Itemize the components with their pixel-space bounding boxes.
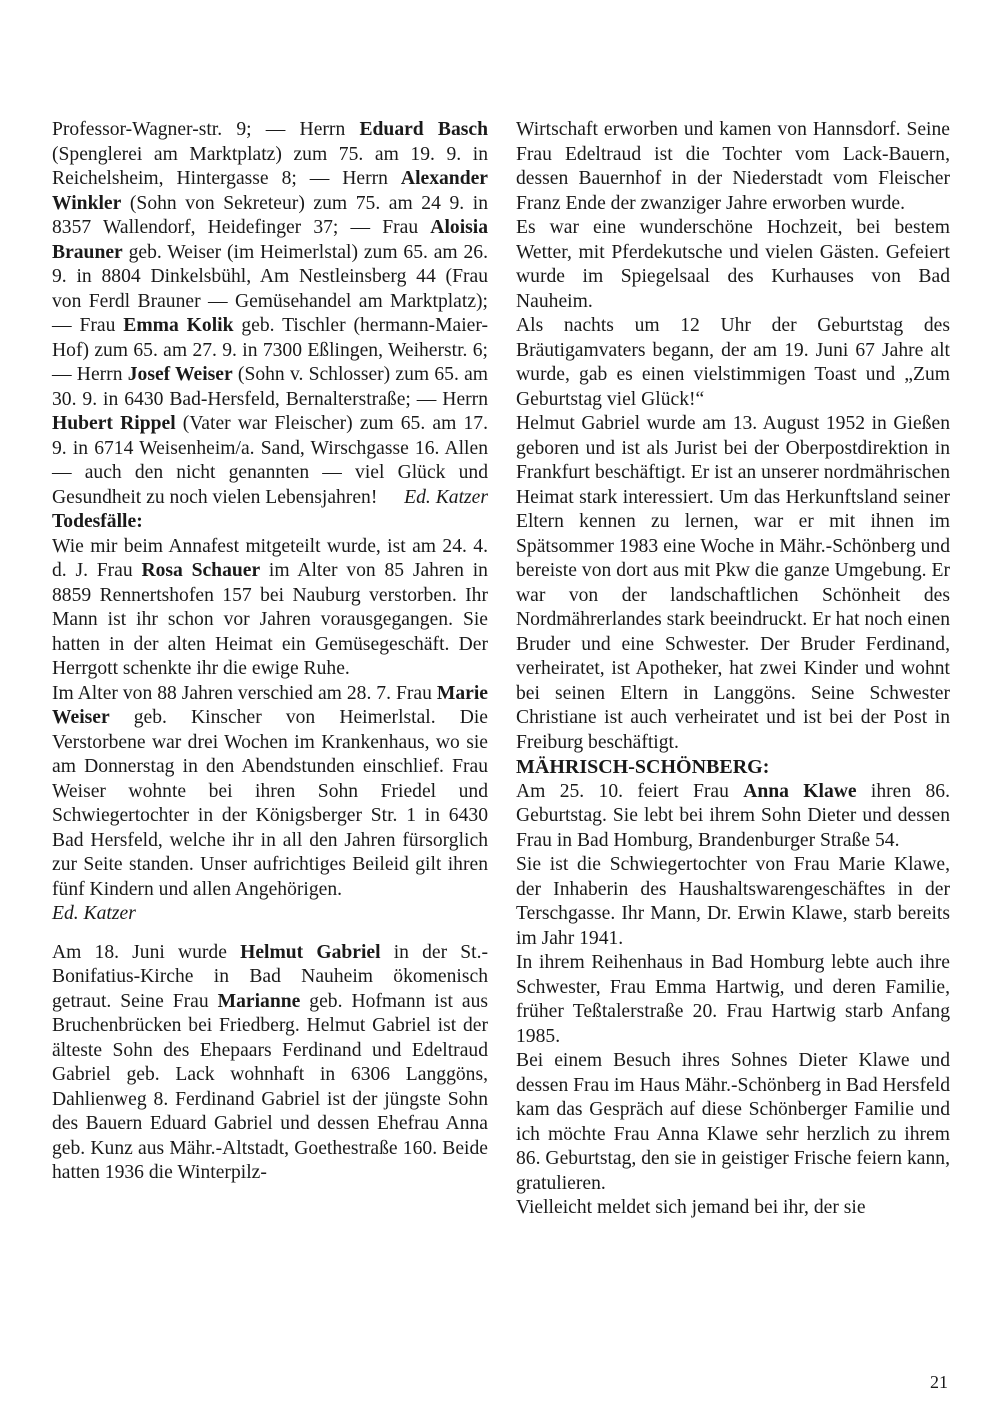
text-run: Im Alter von 88 Jahren verschied am 28. 7. Frau	[52, 682, 437, 704]
text-run: ihren 86. Geburtstag. Sie lebt bei ihrem Sohn Dieter und dessen Frau in Bad Homburg, Brandenburger Straße 54.	[516, 780, 950, 851]
birthday-paragraph	[516, 780, 950, 854]
text-run: geb. Kinscher von Heimerlstal. Die Verstorbene war drei Wochen im Krankenhaus, wo sie am Donnerstag in den Abendstunden einschlief. Frau Weiser wohnte bei ihren Sohn Friedel und Schwiegertochter in der Königsberger Str. 1 in 6430 Bad Hersfeld, welche ihr in all den Jahren fürsorglich zur Seite standen. Unser aufrichtiges Beileid gilt ihren fünf Kindern und allen Angehörigen.	[52, 707, 488, 900]
person-name: Marianne	[217, 990, 301, 1012]
text-run: Professor-Wagner-str. 9; — Herrn	[52, 119, 360, 140]
obituary-paragraph	[52, 682, 488, 903]
person-name: Helmut Gabriel	[240, 941, 381, 963]
author-signature: Ed. Katzer	[52, 903, 136, 924]
groom-biography-paragraph: Helmut Gabriel wurde am 13. August 1952 in Gießen geboren und ist als Jurist bei der Oberpostdirektion in Frankfurt beschäftigt. Er ist an unserer nordmährischen Heimat stark interessiert. Um das Herkunftsland seiner Eltern kennen zu lernen, war er mit ihnen im Spätsommer 1983 eine Woche in Mähr.-Schönberg und bereiste von dort aus mit Pkw die ganze Umgebung. Er war von der landschaftlichen Schönheit des Nordmährerlandes stark beeindruckt. Er hat noch einen Bruder und eine Schwester. Der Bruder Ferdinand, verheiratet, ist Apotheker, hat zwei Kinder und wohnt bei seinen Eltern in Langgöns. Seine Schwester Christiane ist auch verheiratet und ist bei der Post in Freiburg beschäftigt.	[516, 413, 950, 753]
family-paragraph: Bei einem Besuch ihres Sohnes Dieter Klawe und dessen Frau im Haus Mähr.-Schönberg in Bad Hersfeld kam das Gespräch auf diese Schönberger Familie und ich möchte Frau Anna Klawe sehr herzlich zu ihrem 86. Geburtstag, den sie in geistiger Frische feiern kann, gratulieren.	[516, 1050, 950, 1194]
obituary-paragraph	[52, 535, 488, 682]
person-name: Aloisia Brauner	[52, 217, 488, 263]
text-run: im Alter von 85 Jahren in 8859 Rennertshofen 157 bei Nauburg verstorben. Ihr Mann ist ihr schon vor Jahren vorausgegangen. Sie hatten in der alten Heimat ein Gemüsegeschäft. Der Herrgott schenkte ihr die ewige Ruhe.	[52, 560, 488, 679]
person-name: Eduard Basch	[359, 119, 488, 140]
text-run: Wie mir beim Annafest mitgeteilt wurde, ist am 24. 4. d. J. Frau	[52, 535, 488, 581]
page-number: 21	[930, 1372, 948, 1392]
birthday-toast-paragraph: Als nachts um 12 Uhr der Geburtstag des Bräutigamvaters begann, der am 19. Juni 67 Jahre alt wurde, gab es einen vielstimmigen Toast und „Zum Geburtstag viel Glück!“	[516, 315, 950, 410]
person-name: Anna Klawe	[743, 780, 857, 802]
wedding-continued-paragraph: Wirtschaft erworben und kamen von Hannsdorf. Seine Frau Edeltraud ist die Tochter vom Lack-Bauern, dessen Bauernhof in der Niederstadt vom Fleischer Franz Ende der zwanziger Jahre erworben wurde.	[516, 119, 950, 214]
section-heading-maehrisch-schoenberg: MÄHRISCH-SCHÖNBERG:	[516, 756, 770, 778]
text-run: (Spenglerei am Marktplatz) zum 75. am 19. 9. in Reichelsheim, Hintergasse 8; — Herrn	[52, 143, 488, 189]
person-name: Marie Weiser	[52, 682, 488, 728]
text-run: in der St.-Bonifatius-Kirche in Bad Nauheim ökomenisch getraut. Seine Frau	[52, 941, 489, 1012]
section-heading-todesfaelle: Todesfälle:	[52, 511, 143, 532]
person-name: Hubert Rippel	[52, 413, 176, 434]
person-name: Emma Kolik	[123, 315, 234, 336]
birthday-greetings-paragraph	[52, 118, 488, 510]
left-column	[52, 118, 488, 1186]
person-name: Alexander Winkler	[52, 168, 488, 214]
text-run: geb. Tischler (hermann-Maier-Hof) zum 65. am 27. 9. in 7300 Eßlingen, Weiherstr. 6; — Herrn	[52, 315, 488, 385]
wedding-celebration-paragraph: Es war eine wunderschöne Hochzeit, bei bestem Wetter, mit Pferdekutsche und vielen Gästen. Gefeiert wurde im Spiegelsaal des Kurhauses von Bad Nauheim.	[516, 217, 950, 312]
person-name: Rosa Schauer	[141, 560, 261, 581]
text-run: geb. Hofmann ist aus Bruchenbrücken bei Friedberg. Helmut Gabriel ist der älteste Sohn des Ehepaars Ferdinand und Edeltraud Gabriel geb. Lack wohnhaft in 6306 Langgöns, Dahlienweg 8. Ferdinand Gabriel ist der jüngste Sohn des Bauern Eduard Gabriel und dessen Ehefrau Anna geb. Kunz aus Mähr.-Altstadt, Goethestraße 160. Beide hatten 1936 die Winterpilz-	[52, 990, 488, 1183]
person-name: Josef Weiser	[127, 364, 233, 385]
text-run: (Vater war Fleischer) zum 65. am 17. 9. in 6714 Weisenheim/a. Sand, Wirschgasse 16. Allen — auch den nicht genannten — viel Glück und Gesundheit zu noch vielen Lebensjahren!	[52, 413, 488, 508]
right-column	[516, 118, 950, 1221]
text-run: Am 18. Juni wurde	[52, 941, 241, 963]
text-run: Am 25. 10. feiert Frau	[516, 780, 744, 802]
family-paragraph: Sie ist die Schwiegertochter von Frau Marie Klawe, der Inhaberin des Haushaltswarengeschäftes in der Terschgasse. Ihr Mann, Dr. Erwin Klawe, starb bereits im Jahr 1941.	[516, 854, 950, 949]
closing-paragraph: Vielleicht meldet sich jemand bei ihr, der sie	[516, 1197, 866, 1218]
wedding-paragraph	[52, 941, 488, 1186]
family-paragraph: In ihrem Reihenhaus in Bad Homburg lebte auch ihre Schwester, Frau Emma Hartwig, und deren Familie, früher Teßtalerstraße 20. Frau Hartwig starb Anfang 1985.	[516, 952, 950, 1047]
text-run: (Sohn v. Schlosser) zum 65. am 30. 9. in 6430 Bad-Hersfeld, Bernalterstraße; — Herrn	[52, 364, 489, 410]
author-signature: Ed. Katzer	[404, 486, 488, 508]
text-run: geb. Weiser (im Heimerlstal) zum 65. am 26. 9. in 8804 Dinkelsbühl, Am Nestleinsberg 44 (Frau von Ferdl Brauner — Gemüsehandel am Marktplatz); — Frau	[52, 241, 488, 336]
text-run: (Sohn von Sekreteur) zum 75. am 24 9. in 8357 Wallendorf, Heidefinger 37; — Frau	[52, 192, 488, 238]
